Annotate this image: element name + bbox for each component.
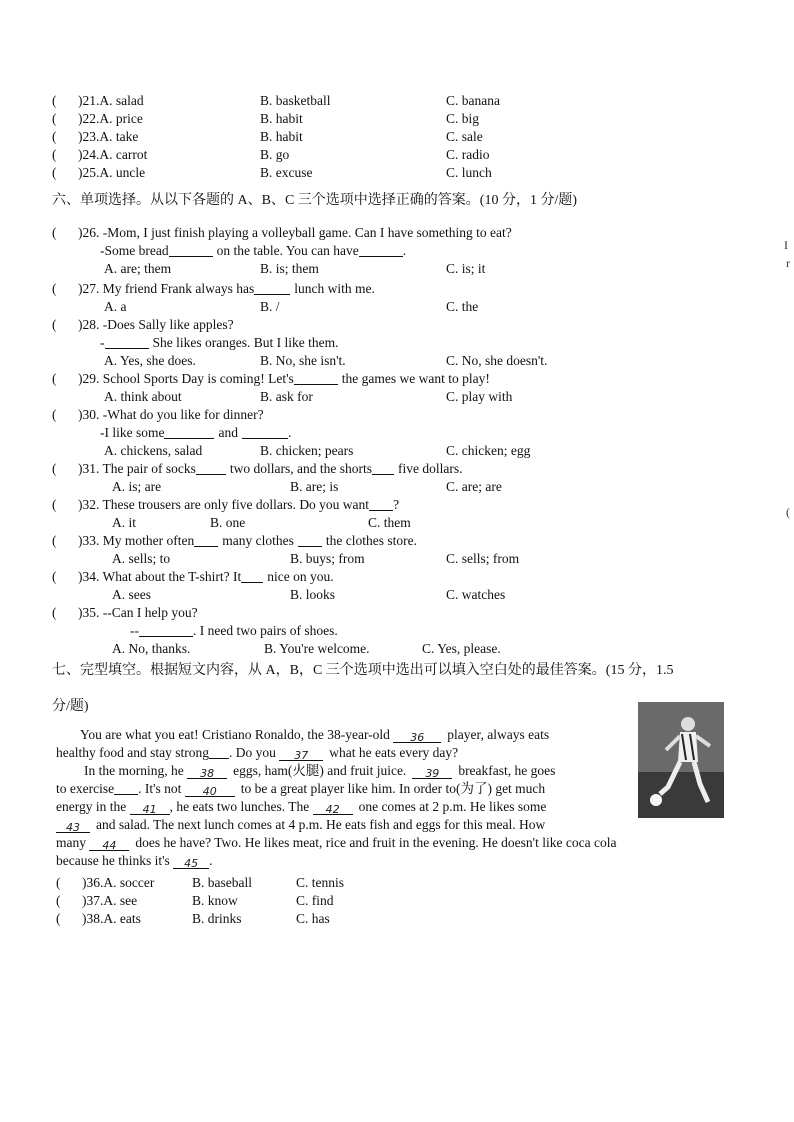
option-a: A. soccer	[103, 875, 155, 890]
options-35	[0, 640, 790, 658]
stem-text: -Some bread	[100, 243, 169, 258]
option-a: A. carrot	[99, 147, 148, 162]
passage-line-7	[56, 834, 780, 852]
passage-text: . It's not	[138, 781, 182, 796]
blank-number-37: 37	[294, 749, 309, 762]
stem-text: She likes oranges. But I like them.	[152, 335, 339, 350]
passage-text: breakfast, he goes	[458, 763, 556, 778]
blank-number-41: 41	[142, 803, 157, 816]
option-a: A. take	[99, 129, 139, 144]
phonics-row	[52, 164, 752, 182]
passage-text: You are what you eat! Cristiano Ronaldo, the 38-year-old	[80, 727, 390, 742]
question-stem: )32. These trousers are only five dollars. Do you want	[78, 497, 370, 512]
option-b: B. drinks	[192, 911, 242, 926]
answer-paren[interactable]: (	[52, 533, 57, 548]
question-stem: )27. My friend Frank always has	[78, 281, 255, 296]
answer-blank[interactable]	[164, 424, 214, 439]
passage-line-2	[56, 744, 636, 762]
answer-blank[interactable]	[298, 532, 322, 547]
option-c[interactable]: C. No, she doesn't.	[446, 353, 548, 368]
answer-paren[interactable]: (	[56, 875, 61, 890]
question-stem: )35. --Can I help you?	[78, 605, 198, 620]
stem-text: on the table. You can have	[216, 243, 359, 258]
section6-heading: 六、单项选择。从以下各题的 A、B、C 三个选项中选择正确的答案。(10 分，1 分/题)	[52, 193, 577, 208]
phonics-row	[52, 110, 752, 128]
option-b[interactable]: B. /	[260, 299, 280, 314]
passage-text: because he thinks it's	[56, 853, 170, 868]
passage-text: does he have? Two. He likes meat, rice and fruit in the evening. He doesn't like coca cola	[135, 835, 617, 850]
option-b[interactable]: B. are; is	[290, 479, 339, 494]
question-31	[52, 460, 780, 478]
ronaldo-photo	[638, 702, 724, 818]
option-b: B. habit	[260, 129, 303, 144]
section7-heading-cont: 分/题)	[52, 699, 89, 714]
stem-text: -	[100, 335, 105, 350]
passage-text: .	[209, 853, 213, 868]
answer-paren[interactable]: (	[56, 911, 61, 926]
passage-text: eggs, ham(火腿) and fruit juice.	[233, 763, 407, 778]
question-stem: many clothes	[222, 533, 294, 548]
option-c[interactable]: C. are; are	[446, 479, 502, 494]
question-stem: lunch with me.	[294, 281, 375, 296]
question-stem: the games we want to play!	[341, 371, 490, 386]
blank-number-38: 38	[200, 767, 215, 780]
answer-blank[interactable]	[169, 242, 213, 257]
cloze-question-row	[56, 874, 780, 892]
answer-paren[interactable]: (	[52, 165, 57, 180]
question-stem: )28. -Does Sally like apples?	[78, 317, 234, 332]
question-35-line2	[130, 622, 780, 640]
question-number: )37.	[82, 893, 104, 908]
blank-number-42: 42	[325, 803, 340, 816]
option-a: A. price	[99, 111, 143, 126]
option-a[interactable]: A. No, thanks.	[112, 641, 191, 656]
passage-text: many	[56, 835, 86, 850]
answer-blank[interactable]	[105, 334, 149, 349]
question-number: )38.	[82, 911, 104, 926]
options-32	[0, 514, 790, 532]
question-stem: two dollars, and the shorts	[229, 461, 372, 476]
passage-text: player, always eats	[447, 727, 550, 742]
answer-blank-36[interactable]	[393, 728, 441, 743]
option-c: C. tennis	[296, 875, 345, 890]
blank-number-36: 36	[410, 731, 425, 744]
question-33	[52, 532, 780, 550]
answer-blank-45[interactable]	[173, 854, 209, 869]
answer-paren[interactable]: (	[52, 281, 57, 296]
option-b[interactable]: B. buys; from	[290, 551, 365, 566]
answer-paren[interactable]: (	[52, 371, 57, 386]
answer-paren[interactable]: (	[52, 569, 57, 584]
passage-text: healthy food and stay strong	[56, 745, 209, 760]
question-stem: nice on you.	[267, 569, 334, 584]
passage-line-1	[80, 726, 636, 744]
option-b[interactable]: B. one	[210, 515, 246, 530]
question-stem: five dollars.	[397, 461, 463, 476]
option-c[interactable]: C. chicken; egg	[446, 443, 531, 458]
passage-line-3	[84, 762, 636, 780]
question-27	[52, 280, 780, 298]
answer-blank-39[interactable]	[412, 764, 452, 779]
question-stem: )34. What about the T-shirt? It	[78, 569, 242, 584]
option-a[interactable]: A. sells; to	[112, 551, 171, 566]
option-b[interactable]: B. looks	[290, 587, 336, 602]
answer-blank-37[interactable]	[279, 746, 323, 761]
passage-text: to exercise	[56, 781, 115, 796]
option-a[interactable]: A. it	[112, 515, 137, 530]
option-c: C. lunch	[446, 165, 492, 180]
question-stem: )33. My mother often	[78, 533, 195, 548]
answer-blank[interactable]	[359, 242, 403, 257]
option-b: B. habit	[260, 111, 303, 126]
stem-text: .	[402, 243, 407, 258]
option-a[interactable]: A. think about	[104, 389, 182, 404]
question-number: )23.	[78, 129, 100, 144]
option-c[interactable]: C. the	[446, 299, 479, 314]
question-26	[52, 224, 780, 242]
phonics-row	[52, 146, 752, 164]
question-30	[52, 406, 780, 424]
passage-text: what he eats every day?	[329, 745, 459, 760]
question-28-line2	[100, 334, 780, 352]
question-34	[52, 568, 780, 586]
option-a: A. eats	[103, 911, 141, 926]
answer-blank[interactable]	[114, 780, 138, 795]
question-30-line2	[100, 424, 780, 442]
options-34	[0, 586, 790, 604]
passage-text: and salad. The next lunch comes at 4 p.m. He eats fish and eggs for this meal. How	[96, 817, 546, 832]
passage-text: energy in the	[56, 799, 127, 814]
option-a: A. salad	[99, 93, 144, 108]
blank-number-43: 43	[66, 821, 80, 834]
question-number: )22.	[78, 111, 100, 126]
answer-blank-43[interactable]	[56, 818, 90, 833]
option-b: B. baseball	[192, 875, 252, 890]
blank-number-40: 40	[202, 785, 217, 798]
answer-paren[interactable]: (	[52, 93, 57, 108]
blank-number-45: 45	[184, 857, 199, 870]
option-b[interactable]: B. No, she isn't.	[260, 353, 346, 368]
passage-line-5	[56, 798, 636, 816]
option-a[interactable]: A. a	[104, 299, 127, 314]
options-31	[0, 478, 790, 496]
stem-text: --	[130, 623, 139, 638]
answer-paren[interactable]: (	[52, 407, 57, 422]
margin-mark: r	[786, 256, 790, 270]
passage-line-4	[56, 780, 636, 798]
option-a[interactable]: A. chickens, salad	[104, 443, 203, 458]
stem-text: -I like some	[100, 425, 165, 440]
option-b[interactable]: B. is; them	[260, 261, 319, 276]
answer-blank-40[interactable]	[185, 782, 235, 797]
answer-blank-38[interactable]	[187, 764, 227, 779]
answer-blank-44[interactable]	[89, 836, 129, 851]
answer-paren[interactable]: (	[52, 225, 57, 240]
answer-blank[interactable]	[294, 370, 338, 385]
option-a[interactable]: A. are; them	[104, 261, 172, 276]
phonics-row	[52, 92, 752, 110]
answer-blank[interactable]	[372, 460, 394, 475]
blank-number-44: 44	[102, 839, 117, 852]
option-b: B. know	[192, 893, 238, 908]
stem-text: .	[287, 425, 292, 440]
option-c[interactable]: C. sells; from	[446, 551, 520, 566]
phonics-row	[52, 128, 752, 146]
passage-text: to be a great player like him. In order to(为了) get much	[240, 781, 546, 796]
answer-blank[interactable]	[242, 424, 288, 439]
option-c: C. find	[296, 893, 334, 908]
passage-text: . Do you	[228, 745, 276, 760]
passage-text: one comes at 2 p.m. He likes some	[358, 799, 547, 814]
passage-text: In the morning, he	[84, 763, 184, 778]
options-28	[0, 352, 790, 370]
option-a[interactable]: A. Yes, she does.	[104, 353, 196, 368]
answer-paren[interactable]: (	[52, 111, 57, 126]
answer-paren[interactable]: (	[52, 461, 57, 476]
answer-blank[interactable]	[254, 280, 290, 295]
options-30	[0, 442, 790, 460]
option-a: A. uncle	[99, 165, 146, 180]
answer-paren[interactable]: (	[56, 893, 61, 908]
option-b[interactable]: B. You're welcome.	[264, 641, 370, 656]
option-b[interactable]: B. ask for	[260, 389, 313, 404]
question-number: )24.	[78, 147, 100, 162]
question-number: )21.	[78, 93, 100, 108]
answer-blank[interactable]	[139, 622, 193, 637]
section7-heading: 七、完型填空。根据短文内容，从 A，B，C 三个选项中选出可以填入空白处的最佳答案。(15 分，1.5	[52, 663, 674, 678]
answer-paren[interactable]: (	[52, 129, 57, 144]
options-26	[0, 260, 790, 278]
answer-blank[interactable]	[209, 744, 229, 759]
answer-paren[interactable]: (	[52, 497, 57, 512]
option-c[interactable]: C. Yes, please.	[422, 641, 501, 656]
options-29	[0, 388, 790, 406]
question-stem: )29. School Sports Day is coming! Let's	[78, 371, 294, 386]
option-c[interactable]: C. them	[368, 515, 411, 530]
question-stem: )31. The pair of socks	[78, 461, 196, 476]
cloze-question-row	[56, 892, 780, 910]
answer-blank[interactable]	[241, 568, 263, 583]
option-c: C. has	[296, 911, 330, 926]
option-b: B. basketball	[260, 93, 331, 108]
answer-paren[interactable]: (	[52, 317, 57, 332]
question-stem: the clothes store.	[325, 533, 417, 548]
option-a[interactable]: A. sees	[112, 587, 151, 602]
question-26-line2	[100, 242, 780, 260]
question-29	[52, 370, 780, 388]
question-number: )25.	[78, 165, 100, 180]
option-b: B. excuse	[260, 165, 313, 180]
answer-blank[interactable]	[194, 532, 218, 547]
question-stem: )26. -Mom, I just finish playing a volleyball game. Can I have something to eat?	[78, 225, 512, 240]
answer-paren[interactable]: (	[52, 147, 57, 162]
options-27	[0, 298, 790, 316]
option-c[interactable]: C. watches	[446, 587, 506, 602]
options-33	[0, 550, 790, 568]
answer-blank[interactable]	[196, 460, 226, 475]
question-35	[52, 604, 780, 622]
answer-paren[interactable]: (	[52, 605, 57, 620]
option-c: C. radio	[446, 147, 490, 162]
blank-number-39: 39	[425, 767, 440, 780]
question-28	[52, 316, 780, 334]
option-c[interactable]: C. play with	[446, 389, 513, 404]
option-a: A. see	[103, 893, 138, 908]
passage-line-6	[56, 816, 780, 834]
option-c: C. banana	[446, 93, 500, 108]
question-stem: )30. -What do you like for dinner?	[78, 407, 264, 422]
passage-text: , he eats two lunches. The	[169, 799, 310, 814]
answer-blank[interactable]	[369, 496, 393, 511]
question-32	[52, 496, 780, 514]
option-b[interactable]: B. chicken; pears	[260, 443, 354, 458]
stem-text: and	[218, 425, 238, 440]
answer-blank-41[interactable]	[130, 800, 170, 815]
option-c: C. big	[446, 111, 480, 126]
option-a[interactable]: A. is; are	[112, 479, 162, 494]
margin-mark: (	[786, 505, 790, 519]
option-c: C. sale	[446, 129, 483, 144]
stem-text: . I need two pairs of shoes.	[193, 623, 338, 638]
margin-mark: I	[784, 238, 788, 252]
answer-blank-42[interactable]	[313, 800, 353, 815]
question-stem: ?	[393, 497, 400, 512]
passage-line-8	[56, 852, 780, 870]
option-b: B. go	[260, 147, 290, 162]
cloze-question-row	[56, 910, 780, 928]
option-c[interactable]: C. is; it	[446, 261, 486, 276]
question-number: )36.	[82, 875, 104, 890]
